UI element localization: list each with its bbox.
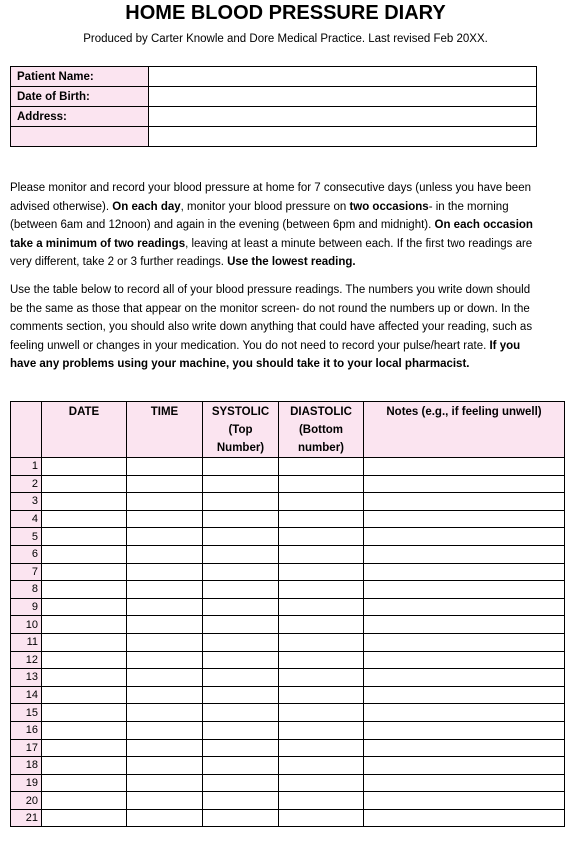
instruction-text-run: If you have any problems using your machine, you should take it to your local pharmacist. [10, 339, 521, 370]
date-cell[interactable] [42, 792, 127, 810]
address-row [11, 107, 537, 127]
diastolic-cell[interactable] [279, 563, 364, 581]
header-diastolic [279, 402, 364, 458]
table-row [11, 686, 565, 704]
date-cell[interactable] [42, 616, 127, 634]
date-cell[interactable] [42, 809, 127, 827]
diastolic-cell[interactable] [279, 809, 364, 827]
readings-header-row [11, 402, 565, 458]
diastolic-cell[interactable] [279, 475, 364, 493]
instruction-text-run: On each day [112, 200, 181, 213]
patient-info-table [10, 66, 537, 147]
instruction-text-run: Please monitor and record your blood pressure at home for 7 consecutive days (unless you have been advised otherwise). [10, 182, 531, 213]
systolic-cell[interactable] [203, 757, 279, 775]
instruction-text-run: , monitor your blood pressure on [180, 200, 350, 213]
notes-cell[interactable] [364, 563, 565, 581]
notes-cell[interactable] [364, 598, 565, 616]
diastolic-cell[interactable] [279, 651, 364, 669]
notes-cell[interactable] [364, 809, 565, 827]
instructions-paragraph-1 [10, 179, 538, 272]
row-number: 11 [11, 633, 42, 651]
notes-cell[interactable] [364, 633, 565, 651]
table-row [11, 809, 565, 827]
time-cell[interactable] [127, 493, 203, 511]
header-systolic-line-2: (Top [228, 424, 253, 436]
systolic-cell[interactable] [203, 633, 279, 651]
table-row [11, 458, 565, 476]
notes-cell[interactable] [364, 792, 565, 810]
diastolic-cell[interactable] [279, 598, 364, 616]
notes-cell[interactable] [364, 458, 565, 476]
date-cell[interactable] [42, 510, 127, 528]
table-row [11, 757, 565, 775]
header-diastolic-line-3: number) [298, 442, 344, 454]
time-cell[interactable] [127, 510, 203, 528]
systolic-cell[interactable] [203, 528, 279, 546]
table-row [11, 669, 565, 687]
date-cell[interactable] [42, 493, 127, 511]
time-cell[interactable] [127, 792, 203, 810]
page-subtitle: Produced by Carter Knowle and Dore Medical Practice. Last revised Feb 20XX. [83, 33, 488, 45]
table-row [11, 651, 565, 669]
diastolic-cell[interactable] [279, 581, 364, 599]
row-number: 16 [11, 721, 42, 739]
table-row [11, 510, 565, 528]
instruction-text-run: - in the morning (between 6am and 12noon) and again in the evening (between 6pm and midnight). [10, 200, 509, 231]
header-time: TIME [127, 402, 203, 458]
address-field[interactable] [149, 107, 537, 127]
row-number: 1 [11, 458, 42, 476]
diastolic-cell[interactable] [279, 669, 364, 687]
date-cell[interactable] [42, 475, 127, 493]
header-date: DATE [42, 402, 127, 458]
systolic-cell[interactable] [203, 510, 279, 528]
systolic-cell[interactable] [203, 458, 279, 476]
time-cell[interactable] [127, 651, 203, 669]
notes-cell[interactable] [364, 774, 565, 792]
table-row [11, 545, 565, 563]
notes-cell[interactable] [364, 493, 565, 511]
readings-table [10, 401, 565, 827]
time-cell[interactable] [127, 545, 203, 563]
readings-table-body [11, 458, 565, 827]
time-cell[interactable] [127, 616, 203, 634]
row-number: 10 [11, 616, 42, 634]
date-cell[interactable] [42, 739, 127, 757]
diastolic-cell[interactable] [279, 493, 364, 511]
row-number: 5 [11, 528, 42, 546]
diastolic-cell[interactable] [279, 545, 364, 563]
table-row [11, 563, 565, 581]
table-row [11, 792, 565, 810]
instruction-text-run: Use the lowest reading. [227, 256, 356, 268]
header-systolic [203, 402, 279, 458]
table-row [11, 704, 565, 722]
systolic-cell[interactable] [203, 686, 279, 704]
notes-cell[interactable] [364, 510, 565, 528]
notes-cell[interactable] [364, 721, 565, 739]
time-cell[interactable] [127, 528, 203, 546]
time-cell[interactable] [127, 598, 203, 616]
time-cell[interactable] [127, 739, 203, 757]
header-notes: Notes (e.g., if feeling unwell) [364, 402, 565, 458]
systolic-cell[interactable] [203, 774, 279, 792]
row-number: 6 [11, 545, 42, 563]
systolic-cell[interactable] [203, 581, 279, 599]
table-row [11, 475, 565, 493]
diastolic-cell[interactable] [279, 528, 364, 546]
table-row [11, 774, 565, 792]
instructions-paragraph-2 [10, 281, 538, 374]
time-cell[interactable] [127, 563, 203, 581]
header-diastolic-line-1: DIASTOLIC [290, 406, 352, 418]
address-row-2 [11, 127, 537, 147]
row-number: 15 [11, 704, 42, 722]
date-cell[interactable] [42, 458, 127, 476]
systolic-cell[interactable] [203, 598, 279, 616]
notes-cell[interactable] [364, 739, 565, 757]
address-label: Address: [11, 107, 149, 127]
time-cell[interactable] [127, 633, 203, 651]
row-number: 21 [11, 809, 42, 827]
table-row [11, 616, 565, 634]
notes-cell[interactable] [364, 616, 565, 634]
notes-cell[interactable] [364, 686, 565, 704]
instruction-text-run: two occasions [349, 200, 429, 213]
address-label-continued [11, 127, 149, 147]
diastolic-cell[interactable] [279, 510, 364, 528]
patient-name-label: Patient Name: [11, 67, 149, 87]
row-number: 20 [11, 792, 42, 810]
date-cell[interactable] [42, 651, 127, 669]
patient-name-row [11, 67, 537, 87]
table-row [11, 581, 565, 599]
notes-cell[interactable] [364, 545, 565, 563]
diastolic-cell[interactable] [279, 616, 364, 634]
row-number: 7 [11, 563, 42, 581]
diastolic-cell[interactable] [279, 633, 364, 651]
time-cell[interactable] [127, 458, 203, 476]
date-cell[interactable] [42, 686, 127, 704]
notes-cell[interactable] [364, 528, 565, 546]
date-cell[interactable] [42, 545, 127, 563]
instruction-text-run: Use the table below to record all of your blood pressure readings. The numbers you write down should be the same as those that appear on the monitor screen- do not round the numbers up or down. In the comments section, you should also write down anything that could have affected your reading, such as feeling unwell or changes in your medication. You do not need to record your pulse/heart rate. [10, 284, 533, 352]
notes-cell[interactable] [364, 651, 565, 669]
header-systolic-line-1: SYSTOLIC [211, 406, 270, 418]
date-cell[interactable] [42, 581, 127, 599]
diastolic-cell[interactable] [279, 686, 364, 704]
diastolic-cell[interactable] [279, 458, 364, 476]
table-row [11, 598, 565, 616]
diastolic-cell[interactable] [279, 739, 364, 757]
systolic-cell[interactable] [203, 475, 279, 493]
diastolic-cell[interactable] [279, 757, 364, 775]
diastolic-cell[interactable] [279, 792, 364, 810]
notes-cell[interactable] [364, 475, 565, 493]
time-cell[interactable] [127, 704, 203, 722]
systolic-cell[interactable] [203, 704, 279, 722]
systolic-cell[interactable] [203, 721, 279, 739]
systolic-cell[interactable] [203, 493, 279, 511]
systolic-cell[interactable] [203, 563, 279, 581]
dob-label: Date of Birth: [11, 87, 149, 107]
time-cell[interactable] [127, 757, 203, 775]
date-cell[interactable] [42, 757, 127, 775]
address-field-continued[interactable] [149, 127, 537, 147]
time-cell[interactable] [127, 774, 203, 792]
table-row [11, 493, 565, 511]
notes-cell[interactable] [364, 581, 565, 599]
row-number: 9 [11, 598, 42, 616]
instruction-text-run: On each occasion take a minimum of two readings [10, 219, 533, 250]
row-number: 13 [11, 669, 42, 687]
diastolic-cell[interactable] [279, 704, 364, 722]
notes-cell[interactable] [364, 757, 565, 775]
date-cell[interactable] [42, 598, 127, 616]
row-number: 2 [11, 475, 42, 493]
row-number: 19 [11, 774, 42, 792]
systolic-cell[interactable] [203, 616, 279, 634]
systolic-cell[interactable] [203, 669, 279, 687]
row-number: 18 [11, 757, 42, 775]
systolic-cell[interactable] [203, 792, 279, 810]
time-cell[interactable] [127, 721, 203, 739]
time-cell[interactable] [127, 669, 203, 687]
row-number: 4 [11, 510, 42, 528]
diastolic-cell[interactable] [279, 721, 364, 739]
time-cell[interactable] [127, 581, 203, 599]
row-number: 12 [11, 651, 42, 669]
row-number: 3 [11, 493, 42, 511]
header-diastolic-line-2: (Bottom [298, 424, 344, 436]
date-cell[interactable] [42, 669, 127, 687]
date-cell[interactable] [42, 563, 127, 581]
dob-row [11, 87, 537, 107]
date-cell[interactable] [42, 721, 127, 739]
time-cell[interactable] [127, 686, 203, 704]
date-cell[interactable] [42, 528, 127, 546]
table-row [11, 633, 565, 651]
dob-field[interactable] [149, 87, 537, 107]
date-cell[interactable] [42, 633, 127, 651]
row-number: 8 [11, 581, 42, 599]
systolic-cell[interactable] [203, 651, 279, 669]
date-cell[interactable] [42, 704, 127, 722]
systolic-cell[interactable] [203, 739, 279, 757]
header-systolic-line-3: Number) [216, 442, 265, 454]
time-cell[interactable] [127, 809, 203, 827]
table-row [11, 721, 565, 739]
systolic-cell[interactable] [203, 809, 279, 827]
page-title: HOME BLOOD PRESSURE DIARY [125, 2, 446, 24]
patient-name-field[interactable] [149, 67, 537, 87]
row-number: 17 [11, 739, 42, 757]
date-cell[interactable] [42, 774, 127, 792]
systolic-cell[interactable] [203, 545, 279, 563]
notes-cell[interactable] [364, 704, 565, 722]
row-number: 14 [11, 686, 42, 704]
diastolic-cell[interactable] [279, 774, 364, 792]
time-cell[interactable] [127, 475, 203, 493]
instruction-text-run: , leaving at least a minute between each. If the first two readings are very different, take 2 or 3 further readings. [10, 237, 533, 268]
table-row [11, 528, 565, 546]
notes-cell[interactable] [364, 669, 565, 687]
header-row-number [11, 402, 42, 458]
table-row [11, 739, 565, 757]
